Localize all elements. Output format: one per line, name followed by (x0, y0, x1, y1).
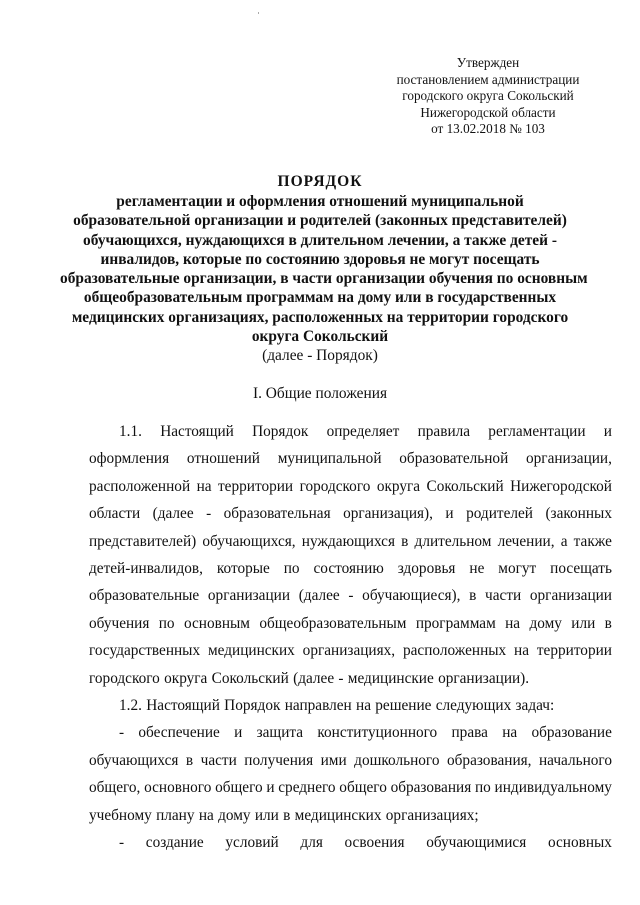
subtitle-line: регламентации и оформления отношений муниципальной (116, 193, 524, 210)
text-line: учебному плану на дому или в медицинских организациях; (89, 806, 479, 824)
subtitle-line: медицинских организациях, расположенных на территории городского (71, 308, 569, 326)
text-line: 1.2. Настоящий Порядок направлен на решение следующих задач: (119, 697, 555, 715)
approval-line: постановлением администрации (396, 71, 580, 87)
text-line: обучения по основным общеобразовательным программам на дому или в (89, 614, 612, 632)
paragraph (89, 719, 612, 829)
text-line: 1.1. Настоящий Порядок определяет правила регламентации и (119, 423, 612, 440)
subtitle-line: инвалидов, которые по состоянию здоровья не могут посещать (100, 250, 540, 268)
text-line: городского округа Сокольский (далее - медицинские организации). (89, 669, 530, 687)
document-title-block (60, 172, 588, 366)
document-abbreviation: (далее - Порядок) (262, 347, 378, 365)
text-line: государственных медицинских организациях, расположенных на территории (89, 642, 612, 660)
approval-stamp-block (388, 55, 588, 138)
subtitle-line: образовательные организации, в части организации обучения по основным (60, 270, 588, 288)
paragraph (89, 692, 612, 719)
approval-line: Нижегородской области (420, 104, 556, 120)
text-line: обучающихся в части получения ими дошкольного образования, начального (89, 751, 612, 769)
text-line: детей-инвалидов, которые по состоянию здоровья не могут посещать (89, 560, 612, 578)
section-heading: I. Общие положения (252, 385, 388, 402)
text-line: представителей) обучающихся, нуждающихся в длительном лечении, а также (89, 532, 612, 550)
text-line: оформления отношений муниципальной образовательной организации, (89, 450, 612, 468)
text-line: области (далее - образовательная организация), и родителей (законных (89, 505, 612, 523)
text-line: - создание условий для освоения обучающимися основных (119, 834, 612, 852)
scan-artifact (258, 12, 259, 14)
text-line: расположенной на территории городского округа Сокольский Нижегородской (89, 477, 612, 495)
paragraph (89, 829, 612, 856)
document-subtitle (60, 192, 588, 346)
subtitle-line: обучающихся, нуждающихся в длительном лечении, а также детей - (83, 231, 557, 249)
subtitle-line: общеобразовательным программам на дому или в государственных (83, 289, 557, 307)
text-line: общего, основного общего и среднего общего образования по индивидуальному (89, 779, 612, 797)
text-line: образовательные организации (далее - обучающиеся), в части организации (89, 587, 612, 605)
subtitle-line: округа Сокольский (251, 328, 389, 346)
text-line: - обеспечение и защита конституционного права на образование (119, 724, 612, 742)
approval-line: городского округа Сокольский (402, 88, 574, 104)
document-title: ПОРЯДОК (277, 173, 363, 190)
document-body (89, 418, 612, 857)
subtitle-line: образовательной организации и родителей (законных представителей) (73, 212, 567, 230)
approval-line: от 13.02.2018 № 103 (431, 121, 545, 137)
approval-line: Утвержден (456, 55, 520, 70)
paragraph (89, 418, 612, 692)
